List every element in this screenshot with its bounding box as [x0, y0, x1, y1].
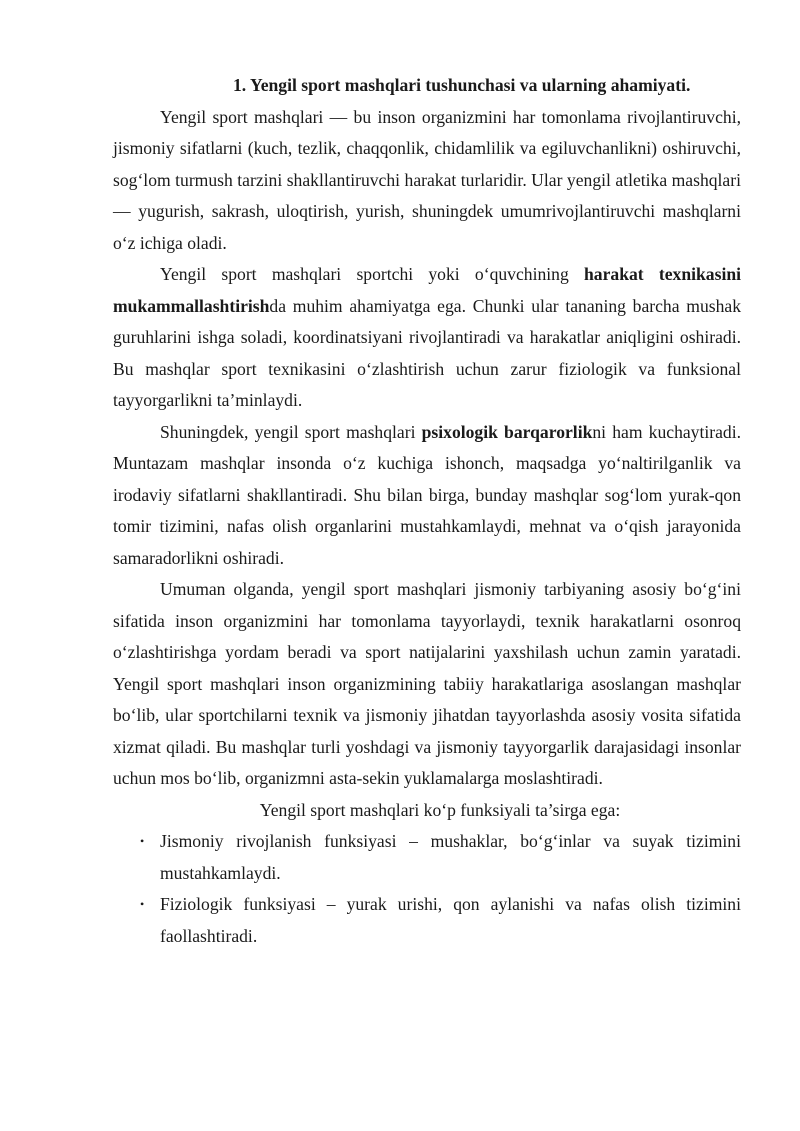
- paragraph-2-text-end: da muhim ahamiyatga ega. Chunki ular tananing barcha mushak guruhlarini ishga soladi, koordinatsiyani rivojlantiradi va harakatlar aniqligini oshiradi. Bu mashqlar sport texnikasini o‘zlashtirish uchun zarur fiziologik va funksional tayyorgarlikni ta’minlaydi.: [113, 295, 741, 410]
- document-page: [113, 70, 741, 952]
- list-item-text: Fiziologik funksiyasi – yurak urishi, qon aylanishi va nafas olish tizimini faollashtiradi.: [160, 894, 741, 946]
- list-intro-line: Yengil sport mashqlari ko‘p funksiyali ta’sirga ega:: [259, 799, 621, 820]
- paragraph-4: Umuman olganda, yengil sport mashqlari jismoniy tarbiyaning asosiy bo‘g‘ini sifatida inson organizmini har tomonlama tayyorlaydi, texnik harakatlarni osonroq o‘zlashtirishga yordam beradi va sport natijalarini yaxshilash uchun zamin yaratadi. Yengil sport mashqlari inson organizmining tabiiy harakatlariga asoslangan mashqlar bo‘lib, ular sportchilarni texnik va jismoniy jihatdan tayyorlashda asosiy vosita sifatida xizmat qiladi. Bu mashqlar turli yoshdagi va jismoniy tayyorgarlik darajasidagi insonlar uchun mos bo‘lib, organizmni asta-sekin yuklamalarga moslashtiradi.: [113, 579, 741, 788]
- paragraph-3: [113, 417, 741, 575]
- list-item: [113, 826, 741, 889]
- paragraph-2-text-start: Yengil sport mashqlari sportchi yoki o‘quvchining: [160, 264, 584, 284]
- list-item-text: Jismoniy rivojlanish funksiyasi – mushaklar, bo‘g‘inlar va suyak tizimini mustahkamlaydi.: [160, 831, 741, 883]
- functions-list: [113, 826, 741, 952]
- bullet-icon: •: [140, 897, 145, 911]
- paragraph-1: Yengil sport mashqlari — bu inson organizmini har tomonlama rivojlantiruvchi, jismoniy sifatlarni (kuch, tezlik, chaqqonlik, chidamlilik va egiluvchanlikni) oshiruvchi, sog‘lom turmush tarzini shakllantiruvchi harakat turlaridir. Ular yengil atletika mashqlari — yugurish, sakrash, uloqtirish, yurish, shuningdek umumrivojlantiruvchi mashqlarni o‘z ichiga oladi.: [113, 106, 741, 253]
- paragraph-3-text-end: ni ham kuchaytiradi. Muntazam mashqlar insonda o‘z kuchiga ishonch, maqsadga yo‘naltirilganlik va irodaviy sifatlarni shakllantiradi. Shu bilan birga, bunday mashqlar sog‘lom yurak-qon tomir tizimini, nafas olish organlarini mustahkamlaydi, mehnat va o‘qish jarayonida samaradorlikni oshiradi.: [113, 421, 741, 568]
- list-item: [113, 889, 741, 952]
- bullet-icon: •: [140, 834, 145, 848]
- section-heading: 1. Yengil sport mashqlari tushunchasi va ularning ahamiyati.: [233, 75, 691, 95]
- paragraph-3-text-start: Shuningdek, yengil sport mashqlari: [160, 421, 422, 442]
- paragraph-2: [113, 259, 741, 417]
- paragraph-3-bold-term: psixologik barqarorlik: [421, 421, 593, 442]
- paragraph-2-bold-term: harakat texnikasini mukammallashtirish: [113, 264, 742, 316]
